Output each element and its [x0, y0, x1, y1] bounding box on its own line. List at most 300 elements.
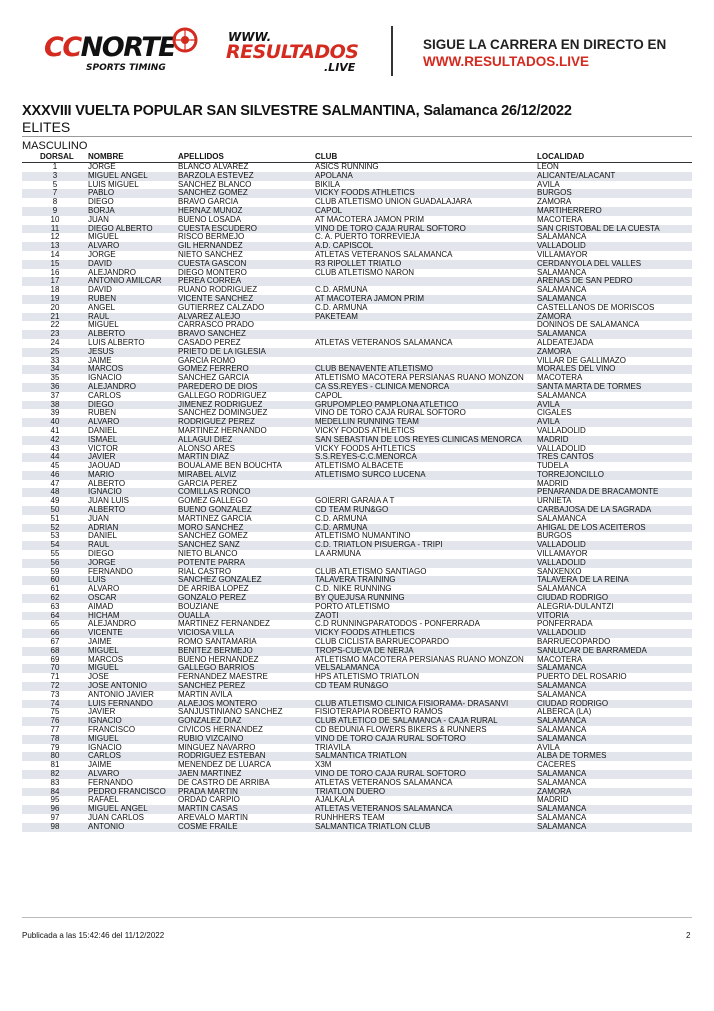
- cell-club: R3 RIPOLLET TRIATLÓ: [315, 260, 537, 269]
- cell-localidad: ALBERCA (LA): [537, 708, 592, 717]
- cell-localidad: ALDEATEJADA: [537, 338, 594, 347]
- cell-apellidos: ALAEJOS MONTERO: [178, 700, 315, 709]
- cell-apellidos: BOUZIANE: [178, 602, 219, 611]
- cell-club: C.D. ARMUÑA: [315, 286, 368, 295]
- cell-localidad: SALAMANCA: [537, 286, 587, 295]
- cell-dorsal: 41: [50, 426, 60, 435]
- table-row: [22, 269, 692, 278]
- cell-apellidos: BLANCO ÁLVAREZ: [178, 162, 249, 171]
- cell-dorsal: 65: [50, 620, 60, 629]
- cell-nombre: ANGEL: [88, 303, 116, 312]
- cell-dorsal: 14: [50, 250, 60, 259]
- cell-apellidos: CUESTA ESCUDERO: [178, 225, 315, 234]
- cell-nombre: DAVID: [88, 286, 112, 295]
- cell-club: VINO DE TORO CAJA RURAL SOFTORO: [315, 225, 537, 234]
- cell-localidad: SALAMANCA: [537, 717, 692, 726]
- cell-dorsal: 74: [22, 700, 88, 709]
- cell-nombre: BORJA: [88, 207, 178, 216]
- cell-club: [315, 559, 537, 568]
- cell-nombre: ANTONIO JAVIER: [88, 690, 154, 699]
- cell-club: HPS ATLETISMO TRIATLON: [315, 673, 420, 682]
- cell-localidad: MADRID: [537, 436, 692, 445]
- cell-nombre: RUBEN: [88, 295, 178, 304]
- table-row: [22, 603, 692, 612]
- table-row: [22, 471, 692, 480]
- cell-club: VICKY FOODS ATHLETICS: [315, 189, 537, 198]
- cell-localidad: DOÑINOS DE SALAMANCA: [537, 321, 640, 330]
- cell-apellidos: ALLAGUI DIEZ: [178, 436, 315, 445]
- cell-club: VICKY FOODS ATHLETICS: [315, 426, 415, 435]
- cell-localidad: CARBAJOSA DE LA SAGRADA: [537, 506, 692, 515]
- cell-apellidos: MÍNGUEZ NAVARRO: [178, 743, 256, 752]
- cell-club: PORTO ATLETISMO: [315, 602, 390, 611]
- cell-apellidos: VICIOSA VILLA: [178, 629, 315, 638]
- cell-club: GOIERRI GARAIA A T: [315, 497, 395, 506]
- table-row: [22, 251, 692, 260]
- cell-localidad: ALEGRÍA-DULANTZI: [537, 602, 614, 611]
- cell-apellidos: RISCO BERMEJO: [178, 233, 245, 242]
- cell-localidad: SANLÚCAR DE BARRAMEDA: [537, 647, 692, 656]
- cell-apellidos: BARZOLA ESTÉVEZ: [178, 172, 315, 181]
- cell-nombre: ANTONIO: [88, 823, 178, 832]
- cell-localidad: ARENAS DE SAN PEDRO: [537, 277, 692, 286]
- cell-apellidos: DIEGO MONTERO: [178, 268, 247, 277]
- cell-dorsal: 71: [50, 673, 60, 682]
- cell-nombre: ALBERTO: [88, 506, 178, 515]
- table-row: [22, 752, 692, 761]
- cell-apellidos: NIETO SÁNCHEZ: [178, 250, 243, 259]
- cell-localidad: SANTA MARTA DE TORMES: [537, 383, 692, 392]
- cell-club: C.D. ARMUÑA: [315, 524, 537, 533]
- cell-club: S.S.REYES-C.C.MENORCA: [315, 453, 537, 462]
- cell-dorsal: 84: [22, 788, 88, 797]
- cell-dorsal: 54: [22, 541, 88, 550]
- cell-dorsal: 72: [22, 682, 88, 691]
- cell-localidad: SALAMANCA: [537, 585, 587, 594]
- cell-localidad: PEÑARANDA DE BRACAMONTE: [537, 488, 692, 497]
- cell-apellidos: ALONSO ARES: [178, 444, 235, 453]
- resultados-logo: [226, 30, 366, 78]
- table-row: [22, 620, 692, 629]
- cell-nombre: DIEGO ALBERTO: [88, 225, 178, 234]
- cell-nombre: JAOUAD: [88, 462, 121, 471]
- table-row: [22, 480, 692, 489]
- published-timestamp: Publicada a las 15:42:46 del 11/12/2022: [22, 931, 165, 940]
- cell-dorsal: 52: [22, 524, 88, 533]
- cell-dorsal: 66: [22, 629, 88, 638]
- cell-nombre: RAÚL: [88, 541, 178, 550]
- table-row: [22, 233, 692, 242]
- cell-localidad: SALAMANCA: [537, 682, 692, 691]
- col-header-dorsal: DORSAL: [22, 153, 88, 163]
- cell-dorsal: 95: [50, 796, 60, 805]
- cell-localidad: CIUDAD RODRIGO: [537, 700, 692, 709]
- cell-nombre: MIGUEL ÁNGEL: [88, 805, 178, 814]
- cell-nombre: MIGUEL: [88, 647, 178, 656]
- cell-localidad: VITORIA: [537, 612, 692, 621]
- follow-url[interactable]: WWW.RESULTADOS.LIVE: [423, 54, 589, 69]
- cell-apellidos: PEREA CORREA: [178, 277, 315, 286]
- cell-nombre: ÁLVARO: [88, 242, 178, 251]
- cell-localidad: VALLADOLID: [537, 541, 692, 550]
- cell-club: C.D. ARMUÑA: [315, 514, 368, 523]
- cell-apellidos: SANCHEZ PEREZ: [178, 682, 315, 691]
- table-row: [22, 365, 692, 374]
- page-header: [0, 0, 714, 90]
- table-row: [22, 401, 692, 410]
- cell-apellidos: BRAVO SANCHEZ: [178, 330, 315, 339]
- cell-nombre: MIGUEL: [88, 664, 178, 673]
- cell-localidad: SALAMANCA: [537, 770, 692, 779]
- table-row: [22, 497, 692, 506]
- ccnorte-logo-subtitle: SPORTS TIMING: [86, 63, 166, 73]
- cell-localidad: LEÓN: [537, 162, 559, 171]
- cell-dorsal: 11: [22, 225, 88, 234]
- cell-nombre: JAIME: [88, 761, 112, 770]
- cell-club: VICKY FOODS AHTLETICS: [315, 444, 416, 453]
- cell-localidad: SALAMANCA: [537, 823, 692, 832]
- cell-dorsal: 7: [22, 189, 88, 198]
- table-row: [22, 796, 692, 805]
- table-row: [22, 788, 692, 797]
- cell-nombre: LUIS ALBERTO: [88, 338, 145, 347]
- cell-nombre: JAVIER: [88, 708, 116, 717]
- cell-apellidos: ARÉVALO MARTÍN: [178, 813, 248, 822]
- table-row: [22, 761, 692, 770]
- cell-localidad: SALAMANCA: [537, 664, 692, 673]
- cell-apellidos: GUTIERREZ CALZADO: [178, 303, 265, 312]
- cell-club: [315, 480, 537, 489]
- cell-nombre: JORGE: [88, 559, 178, 568]
- cell-club: ATLETAS VETERANOS SALAMANCA: [315, 338, 453, 347]
- cell-localidad: SALAMANCA: [537, 330, 692, 339]
- cell-dorsal: 82: [22, 770, 88, 779]
- cell-localidad: SALAMANCA: [537, 805, 692, 814]
- cell-apellidos: SANCHEZ DOMINGUEZ: [178, 409, 268, 418]
- table-row: [22, 418, 692, 427]
- cell-club: APOLANA: [315, 172, 537, 181]
- table-row: [22, 770, 692, 779]
- cell-dorsal: 34: [22, 365, 88, 374]
- table-row: [22, 427, 692, 436]
- cell-nombre: ALEJANDRO: [88, 383, 178, 392]
- cell-club: SALMANTICA TRIATLÓN: [315, 752, 537, 761]
- cell-localidad: PONFERRADA: [537, 620, 593, 629]
- cell-dorsal: 73: [50, 690, 60, 699]
- cell-localidad: SALAMANCA: [537, 778, 587, 787]
- cell-localidad: ALICANTE/ALACANT: [537, 172, 692, 181]
- cell-dorsal: 78: [22, 735, 88, 744]
- cell-dorsal: 79: [50, 743, 60, 752]
- cell-club: ATLETAS VETERANOS SALAMANCA: [315, 250, 453, 259]
- cell-dorsal: 75: [50, 708, 60, 717]
- cell-localidad: SAN CRISTÓBAL DE LA CUESTA: [537, 225, 692, 234]
- cell-dorsal: 36: [22, 383, 88, 392]
- title-divider: [22, 136, 692, 137]
- table-row: [22, 339, 692, 348]
- table-row: [22, 585, 692, 594]
- cell-apellidos: PAREDERO DE DIOS: [178, 383, 315, 392]
- table-row: [22, 638, 692, 647]
- cell-dorsal: 80: [22, 752, 88, 761]
- cell-dorsal: 40: [22, 418, 88, 427]
- cell-nombre: JESÚS: [88, 348, 178, 357]
- cell-dorsal: 51: [50, 514, 60, 523]
- cell-apellidos: GALLEGO BARRIOS: [178, 664, 315, 673]
- cell-apellidos: JIMENEZ RODRIGUEZ: [178, 401, 315, 410]
- table-row: [22, 506, 692, 515]
- cell-club: VINO DE TORO CAJA RURAL SOFTORO: [315, 770, 537, 779]
- cell-dorsal: 44: [22, 453, 88, 462]
- cell-localidad: VALLADOLID: [537, 242, 692, 251]
- cell-nombre: ALEJANDRO: [88, 620, 137, 629]
- table-row: [22, 198, 692, 207]
- cell-club: CLUB BENAVENTE ATLETISMO: [315, 365, 537, 374]
- cell-localidad: SALAMANCA: [537, 268, 587, 277]
- cell-dorsal: 61: [50, 585, 60, 594]
- cell-localidad: TORREJONCILLO: [537, 471, 692, 480]
- cell-dorsal: 76: [22, 717, 88, 726]
- cell-nombre: FERNANDO: [88, 567, 133, 576]
- gender-heading: MASCULINO: [22, 140, 88, 152]
- wheel-icon: [171, 26, 199, 54]
- cell-localidad: BURGOS: [537, 532, 572, 541]
- cell-apellidos: MARTÍNEZ FERNÁNDEZ: [178, 620, 270, 629]
- cell-dorsal: 9: [22, 207, 88, 216]
- cell-localidad: MORALES DEL VINO: [537, 365, 692, 374]
- table-row: [22, 524, 692, 533]
- cell-nombre: RAFAEL: [88, 796, 119, 805]
- cell-apellidos: SÁNCHEZ GONZALEZ: [178, 576, 315, 585]
- cell-club: [315, 321, 537, 330]
- cell-apellidos: MARTÍNEZ HERNANDO: [178, 426, 267, 435]
- cell-apellidos: CUESTA GASCON: [178, 260, 315, 269]
- cell-dorsal: 59: [50, 567, 60, 576]
- cell-club: VINO DE TORO CAJA RURAL SOFTORO: [315, 735, 537, 744]
- table-row: [22, 594, 692, 603]
- table-row: [22, 304, 692, 313]
- table-row: [22, 673, 692, 682]
- cell-dorsal: 16: [50, 268, 60, 277]
- cell-nombre: MIGUEL: [88, 321, 119, 330]
- footer-divider: [22, 917, 692, 918]
- cell-nombre: VICTOR: [88, 444, 119, 453]
- table-row: [22, 286, 692, 295]
- cell-club: C. A. PUERTO TORREVIEJA: [315, 233, 420, 242]
- cell-apellidos: OUALLA: [178, 612, 315, 621]
- cell-club: ATLETISMO MACOTERA PERSIANAS RUANO MONZON: [315, 374, 524, 383]
- cell-club: GRUPOMPLEO PAMPLONA ATLETICO: [315, 401, 537, 410]
- cell-nombre: MIGUEL ÁNGEL: [88, 172, 178, 181]
- table-row: [22, 823, 692, 832]
- cell-localidad: BARRUECOPARDO: [537, 638, 611, 647]
- cell-club: VICKY FOODS ATHLETICS: [315, 629, 537, 638]
- cell-nombre: OSCAR: [88, 594, 178, 603]
- cell-apellidos: CÍVICOS HERNÁNDEZ: [178, 726, 263, 734]
- cell-club: A.D. CAPISCOL: [315, 242, 537, 251]
- cell-nombre: IGNACIO: [88, 717, 178, 726]
- table-row: [22, 242, 692, 251]
- cell-club: [315, 348, 537, 357]
- cell-localidad: MADRID: [537, 479, 569, 488]
- cell-nombre: AIMAD: [88, 602, 114, 611]
- cell-nombre: ALVARO: [88, 585, 120, 594]
- cell-localidad: CIGALES: [537, 409, 572, 418]
- cell-club: ATLETAS VETERANOS SALAMANCA: [315, 778, 453, 787]
- cell-club: CLUB ATLETISMO UNIÓN GUADALAJARA: [315, 198, 472, 207]
- cell-dorsal: 19: [22, 295, 88, 304]
- cell-apellidos: CASADO PÉREZ: [178, 338, 241, 347]
- resultados-logo-main: RESULTADOS: [226, 41, 359, 63]
- cell-apellidos: MARTIN AVILA: [178, 690, 233, 699]
- cell-localidad: TUDELA: [537, 462, 569, 471]
- cell-apellidos: ROMO SANTAMARÍA: [178, 638, 257, 647]
- cell-dorsal: 22: [50, 321, 60, 330]
- cell-apellidos: RODRIGUEZ PEREZ: [178, 418, 315, 427]
- cell-nombre: VICENTE: [88, 629, 178, 638]
- cell-localidad: AHIGAL DE LOS ACEITEROS: [537, 524, 692, 533]
- cell-nombre: FERNANDO: [88, 778, 133, 787]
- cell-club: LA ARMUÑA: [315, 550, 361, 559]
- cell-localidad: CERDANYOLA DEL VALLÈS: [537, 260, 692, 269]
- cell-apellidos: BRAVO GARCÍA: [178, 198, 239, 207]
- cell-dorsal: 67: [50, 638, 60, 647]
- cell-apellidos: HERNAZ MUÑOZ: [178, 207, 315, 216]
- cell-dorsal: 98: [22, 823, 88, 832]
- table-row: [22, 260, 692, 269]
- cell-nombre: MIGUEL: [88, 233, 119, 242]
- cell-apellidos: BOUALAME BEN BOUCHTA: [178, 462, 282, 471]
- cell-club: FISIOTERAPIA ROBERTO RAMOS: [315, 708, 443, 717]
- table-row: [22, 172, 692, 181]
- cell-apellidos: GARCIA PEREZ: [178, 479, 238, 488]
- cell-localidad: MACOTERA: [537, 655, 583, 664]
- cell-localidad: ÁVILA: [537, 418, 692, 427]
- cell-dorsal: 21: [22, 313, 88, 322]
- cell-dorsal: 24: [50, 338, 60, 347]
- cell-localidad: TRES CANTOS: [537, 453, 692, 462]
- cell-localidad: SALAMANCA: [537, 391, 587, 400]
- cell-dorsal: 60: [22, 576, 88, 585]
- cell-localidad: ÁVILA: [537, 401, 692, 410]
- results-table: [22, 153, 692, 832]
- cell-localidad: MARTIHERRERO: [537, 207, 692, 216]
- cell-club: BIKILA: [315, 180, 340, 189]
- cell-localidad: ZAMORA: [537, 198, 572, 207]
- cell-nombre: ÁLVARO: [88, 770, 178, 779]
- cell-club: AJALKALÁ: [315, 796, 355, 805]
- cell-club: ATLETISMO ALBACETE: [315, 462, 404, 471]
- cell-club: ATLETISMO SURCO LUCENA: [315, 471, 537, 480]
- cell-nombre: CARLOS: [88, 391, 121, 400]
- cell-club: SAN SEBASTIÁN DE LOS REYES CLINICAS MENORCA: [315, 436, 537, 445]
- cell-localidad: SALAMANCA: [537, 735, 692, 744]
- cell-nombre: MARIO: [88, 471, 178, 480]
- table-row: [22, 225, 692, 234]
- cell-localidad: ÁVILA: [537, 180, 560, 189]
- cell-dorsal: 50: [22, 506, 88, 515]
- cell-nombre: DANIEL: [88, 532, 117, 541]
- table-row: [22, 708, 692, 717]
- cell-apellidos: RUANO RODRÍGUEZ: [178, 286, 258, 295]
- table-row: [22, 189, 692, 198]
- cell-apellidos: VICENTE SANCHEZ: [178, 295, 315, 304]
- table-row: [22, 568, 692, 577]
- cell-apellidos: GONZALO PÉREZ: [178, 594, 315, 603]
- cell-localidad: VALLADOLID: [537, 629, 692, 638]
- cell-club: C.D. NIKE RUNNING: [315, 585, 392, 594]
- cell-apellidos: MIRABEL ALVIZ: [178, 471, 315, 480]
- table-row: [22, 357, 692, 366]
- cell-dorsal: 46: [22, 471, 88, 480]
- cell-apellidos: COMILLAS RONCO: [178, 488, 315, 497]
- cell-nombre: ALBERTO: [88, 330, 178, 339]
- cell-apellidos: CARRASCO PRADO: [178, 321, 255, 330]
- cell-club: X3M: [315, 761, 332, 770]
- cell-apellidos: SÁNCHEZ SANZ: [178, 541, 315, 550]
- cell-nombre: ALEJANDRO: [88, 268, 137, 277]
- cell-club: VINO DE TORO CAJA RURAL SOFTORO: [315, 409, 466, 418]
- table-header-row: [22, 153, 692, 163]
- cell-club: VELSALAMANCA: [315, 664, 537, 673]
- table-row: [22, 277, 692, 286]
- cell-dorsal: 35: [50, 374, 60, 383]
- cell-nombre: IGNACIO: [88, 374, 122, 383]
- table-row: [22, 814, 692, 823]
- cell-nombre: PEDRO FRANCISCO: [88, 788, 178, 797]
- table-row: [22, 700, 692, 709]
- cell-club: CA SS.REYES - CLÍNICA MENORCA: [315, 383, 537, 392]
- cell-apellidos: JAÉN MARTÍNEZ: [178, 770, 315, 779]
- cell-apellidos: RODRÍGUEZ ESTEBAN: [178, 752, 315, 761]
- cell-apellidos: DE ARRIBA LOPEZ: [178, 585, 249, 594]
- cell-apellidos: MARTÍNEZ GARCÍA: [178, 514, 252, 523]
- cell-dorsal: 1: [52, 162, 58, 171]
- cell-nombre: DIEGO: [88, 550, 114, 559]
- cell-club: [315, 330, 537, 339]
- table-row: [22, 321, 692, 330]
- cell-dorsal: 68: [22, 647, 88, 656]
- cell-localidad: SALAMANCA: [537, 233, 587, 242]
- cell-club: CLUB ATLETISMO CLINICA FISIORAMA- DRASANVI: [315, 700, 537, 709]
- table-row: [22, 383, 692, 392]
- table-row: [22, 805, 692, 814]
- cell-dorsal: 43: [50, 444, 60, 453]
- cell-dorsal: 38: [22, 401, 88, 410]
- resultados-logo-www: WWW.: [228, 30, 272, 44]
- cell-dorsal: 63: [50, 602, 60, 611]
- cell-nombre: MARCOS: [88, 655, 124, 664]
- cell-dorsal: 55: [50, 550, 60, 559]
- table-row: [22, 559, 692, 568]
- cell-apellidos: SÁNCHEZ GÓMEZ: [178, 532, 248, 541]
- cell-localidad: SALAMANCA: [537, 690, 587, 699]
- cell-nombre: JOSÉ: [88, 673, 109, 682]
- cell-dorsal: 64: [22, 612, 88, 621]
- cell-club: [315, 691, 537, 700]
- cell-apellidos: SÁNCHEZ GÓMEZ: [178, 189, 315, 198]
- cell-club: CLUB ATLÉTICO DE SALAMANCA - CAJA RURAL: [315, 717, 537, 726]
- table-row: [22, 576, 692, 585]
- cell-club: C.D RUNNINGPARATODOS - PONFERRADA: [315, 620, 480, 629]
- cell-localidad: MACOTERA: [537, 215, 583, 224]
- table-row: [22, 163, 692, 172]
- cell-dorsal: 83: [50, 778, 60, 787]
- cell-apellidos: BUENO HERNÁNDEZ: [178, 655, 259, 664]
- cell-apellidos: GOMEZ FERRERO: [178, 365, 315, 374]
- cell-dorsal: 10: [50, 215, 60, 224]
- cell-localidad: BURGOS: [537, 189, 692, 198]
